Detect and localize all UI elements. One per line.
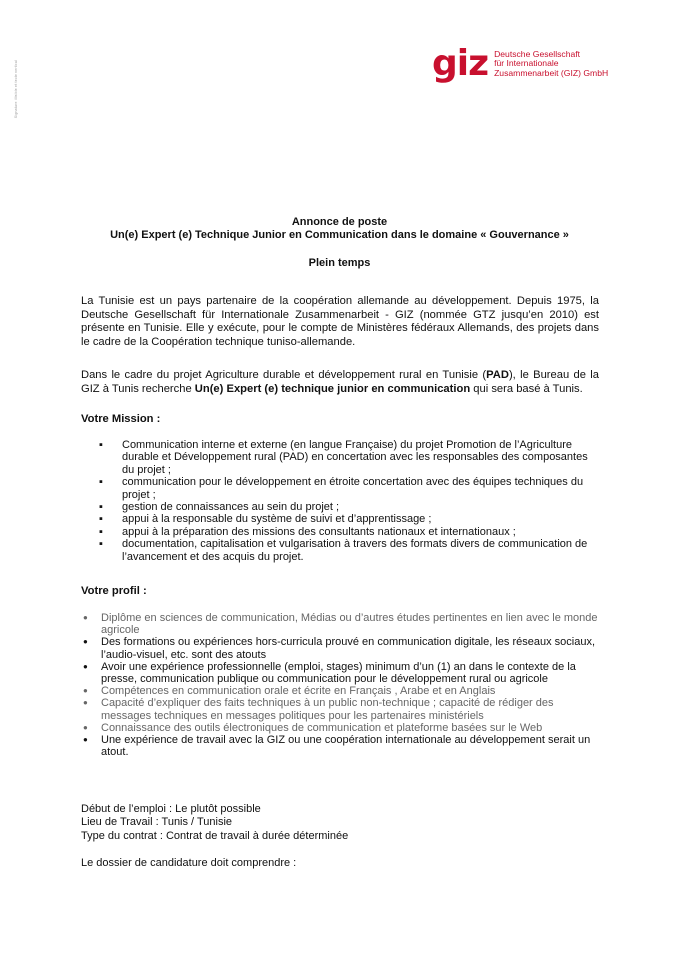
application-dossier: Le dossier de candidature doit comprendre : <box>81 857 297 869</box>
logo-line: Deutsche Gesellschaft <box>494 49 581 59</box>
mission-item: ▪ Communication interne et externe (en langue Française) du projet Promotion de l’Agriculture durable et Développement rural (PAD) en concertation avec les responsables des composantes du projet ; <box>81 439 601 476</box>
mission-item: ▪ documentation, capitalisation et vulgarisation à travers des formats divers de communication de l’avancement et des acquis du projet. <box>81 538 601 563</box>
profil-item: ● Connaissance des outils électroniques de communication et plateforme basées sur le Web <box>81 722 601 734</box>
logo-line: Zusammenarbeit (GIZ) GmbH <box>494 67 609 78</box>
logo-mark: giz <box>432 43 489 84</box>
job-title: Un(e) Expert (e) Technique Junior en Communication dans le domaine « Gouvernance » <box>110 229 569 241</box>
context-text: Dans le cadre du projet Agriculture durable et développement rural en Tunisie ( <box>81 369 487 381</box>
profil-list <box>81 612 601 758</box>
context-role: Un(e) Expert (e) technique junior en communication <box>194 382 471 395</box>
mission-item: ▪ gestion de connaissances au sein du projet ; <box>81 501 601 513</box>
logo-text <box>494 50 608 78</box>
mission-item: ▪ appui à la responsable du système de suivi et d’apprentissage ; <box>81 513 601 525</box>
context-acronym: PAD <box>486 369 509 381</box>
mission-item: ▪ communication pour le développement en étroite concertation avec des équipes techniques du projet ; <box>81 476 601 501</box>
context-text: qui sera basé à Tunis. <box>470 382 583 395</box>
logo-line: für Internationale <box>494 58 559 69</box>
profil-item: ● Avoir une expérience professionnelle (emploi, stages) minimum d’un (1) an dans le contexte de la presse, communication publique ou communication pour le développement rural ou agricole <box>81 661 601 685</box>
start-date: Début de l’emploi : Le plutôt possible <box>81 803 261 815</box>
mission-item: ▪ appui à la préparation des missions des consultants nationaux et internationaux ; <box>81 526 601 538</box>
profil-heading: Votre profil : <box>81 585 147 597</box>
context-paragraph <box>81 369 599 396</box>
contract-type: Type du contrat : Contrat de travail à durée déterminée <box>81 830 349 842</box>
job-schedule: Plein temps <box>308 257 371 269</box>
work-location: Lieu de Travail : Tunis / Tunisie <box>81 816 233 828</box>
mission-list <box>81 439 601 563</box>
profil-item: ● Compétences en communication orale et écrite en Français , Arabe et en Anglais <box>81 685 601 697</box>
context-text: ), le Bureau de la GIZ à Tunis recherche <box>81 369 600 395</box>
profil-item: ● Capacité d’expliquer des faits techniques à un public non-technique ; capacité de rédiger des messages techniques en messages politiques pour les partenaires ministériels <box>81 697 601 721</box>
giz-logo <box>432 43 609 84</box>
sidebar-vertical-text: Signature illisible et texte vertical <box>14 60 18 119</box>
profil-item: ● Une expérience de travail avec la GIZ ou une coopération internationale au développement serait un atout. <box>81 734 601 758</box>
document-title: Annonce de poste <box>291 216 388 228</box>
profil-item: ● Des formations ou expériences hors-curricula prouvé en communication digitale, les réseaux sociaux, l’audio-visuel, etc. sont des atouts <box>81 636 601 660</box>
intro-paragraph: La Tunisie est un pays partenaire de la coopération allemande au développement. Depuis 1975, la Deutsche Gesellschaft für Internationale Zusammenarbeit - GIZ (nommée GTZ jusqu’en 2010) est présente en Tunisie. Elle y exécute, pour le compte de Ministères fédéraux Allemands, des projets dans le cadre de la Coopération technique tuniso-allemande. <box>81 295 599 348</box>
mission-heading: Votre Mission : <box>81 413 161 425</box>
profil-item: ● Diplôme en sciences de communication, Médias ou d’autres études pertinentes en lien avec le monde agricole <box>81 612 601 636</box>
